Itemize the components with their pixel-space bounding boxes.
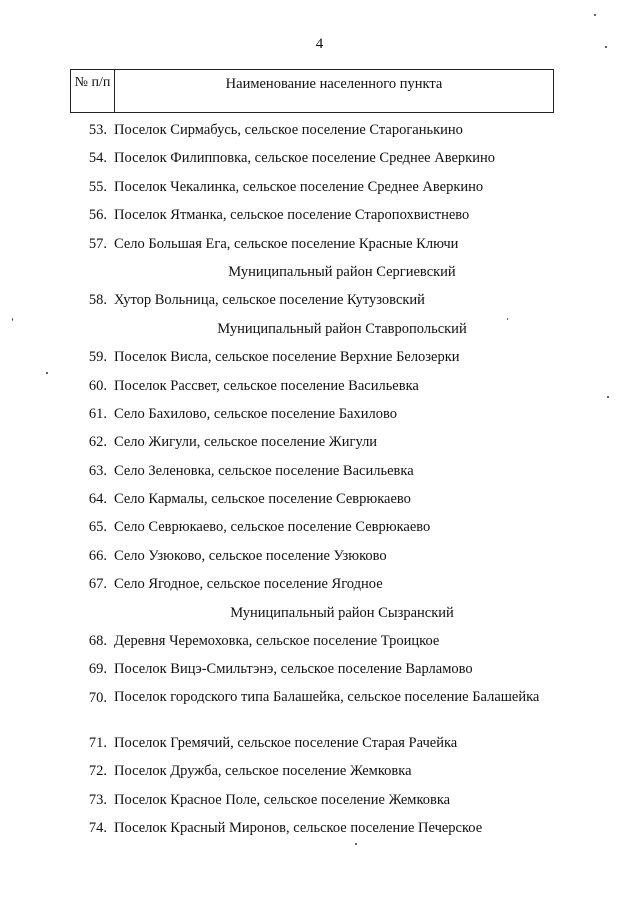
item-text: Село Севрюкаево, сельское поселение Севрюкаево	[114, 519, 431, 536]
item-number: 70.	[88, 689, 107, 706]
item-text: Хутор Вольница, сельское поселение Кутузовский	[114, 292, 425, 309]
item-number: 73.	[88, 791, 107, 808]
item-text: Поселок Вицэ-Смильтэнэ, сельское поселение Варламово	[114, 661, 473, 678]
page-number: 4	[315, 36, 324, 52]
item-number: 59.	[88, 349, 107, 366]
scan-speck	[507, 318, 508, 320]
item-text: Село Большая Ега, сельское поселение Красные Ключи	[114, 235, 459, 252]
item-number: 53.	[88, 122, 107, 138]
item-number: 67.	[88, 576, 107, 593]
list-item	[0, 146, 639, 174]
scan-speck	[12, 318, 13, 321]
header-name-column: Наименование населенного пункта	[225, 76, 443, 92]
list-item	[0, 288, 639, 316]
district-heading: Муниципальный район Сергиевский	[228, 263, 456, 280]
item-number: 54.	[88, 150, 107, 167]
list-item	[0, 816, 639, 844]
item-text: Село Ягодное, сельское поселение Ягодное	[114, 576, 383, 593]
item-text: Поселок Красное Поле, сельское поселение Жемковка	[114, 791, 451, 808]
item-number: 55.	[88, 178, 107, 195]
item-text: Село Жигули, сельское поселение Жигули	[114, 434, 378, 451]
item-number: 74.	[88, 819, 107, 836]
list-item	[0, 118, 639, 146]
item-text: Село Зеленовка, сельское поселение Васильевка	[114, 462, 414, 479]
list-item	[0, 232, 639, 260]
item-text: Село Узюково, сельское поселение Узюково	[114, 547, 387, 564]
list-item	[0, 629, 639, 657]
list-item	[0, 345, 639, 373]
scan-speck	[594, 14, 596, 16]
item-text: Поселок Чекалинка, сельское поселение Среднее Аверкино	[114, 178, 484, 195]
item-number: 71.	[88, 734, 107, 751]
item-text: Село Кармалы, сельское поселение Севрюкаево	[114, 491, 411, 508]
district-heading: Муниципальный район Ставропольский	[217, 320, 467, 337]
district-heading: Муниципальный район Сызранский	[230, 604, 454, 621]
item-number: 62.	[88, 434, 107, 451]
item-number: 57.	[88, 235, 107, 252]
item-text: Поселок Сирмабусь, сельское поселение Староганькино	[114, 122, 463, 138]
list-item	[0, 731, 639, 759]
scan-speck	[46, 372, 48, 374]
item-text: Поселок Висла, сельское поселение Верхние Белозерки	[114, 349, 460, 366]
list-item	[0, 657, 639, 685]
list-item	[0, 788, 639, 816]
list-item	[0, 544, 639, 572]
item-text: Поселок Рассвет, сельское поселение Васильевка	[114, 377, 419, 394]
list-item	[0, 374, 639, 402]
settlement-list	[0, 118, 639, 844]
item-text: Поселок Ятманка, сельское поселение Старопохвистнево	[114, 207, 470, 224]
scan-speck	[607, 396, 609, 398]
list-item	[0, 487, 639, 515]
item-text: Поселок городского типа Балашейка, сельское поселение Балашейка	[114, 688, 540, 705]
scan-speck	[605, 46, 607, 48]
item-number: 65.	[88, 519, 107, 536]
item-number: 68.	[88, 633, 107, 650]
item-number: 63.	[88, 462, 107, 479]
item-number: 58.	[88, 292, 107, 309]
item-text: Деревня Черемоховка, сельское поселение Троицкое	[114, 633, 440, 650]
item-number: 64.	[88, 491, 107, 508]
list-item	[0, 175, 639, 203]
list-item	[0, 572, 639, 600]
list-item	[0, 459, 639, 487]
header-number-column: № п/п	[71, 70, 115, 112]
item-text: Поселок Дружба, сельское поселение Жемковка	[114, 763, 412, 780]
item-text: Село Бахилово, сельское поселение Бахилово	[114, 405, 397, 422]
item-number: 69.	[88, 661, 107, 678]
item-text: Поселок Красный Миронов, сельское поселение Печерское	[114, 819, 483, 836]
item-number: 66.	[88, 547, 107, 564]
item-text: Поселок Гремячий, сельское поселение Старая Рачейка	[114, 734, 458, 751]
list-item	[0, 515, 639, 543]
item-number: 72.	[88, 763, 107, 780]
list-item	[0, 430, 639, 458]
table-header	[70, 69, 554, 113]
item-number: 56.	[88, 207, 107, 224]
list-item	[0, 203, 639, 231]
list-item	[0, 686, 639, 731]
item-number: 60.	[88, 377, 107, 394]
list-item	[0, 759, 639, 787]
item-text: Поселок Филипповка, сельское поселение Среднее Аверкино	[114, 150, 495, 167]
scan-speck	[355, 843, 357, 845]
item-number: 61.	[88, 405, 107, 422]
list-item	[0, 402, 639, 430]
